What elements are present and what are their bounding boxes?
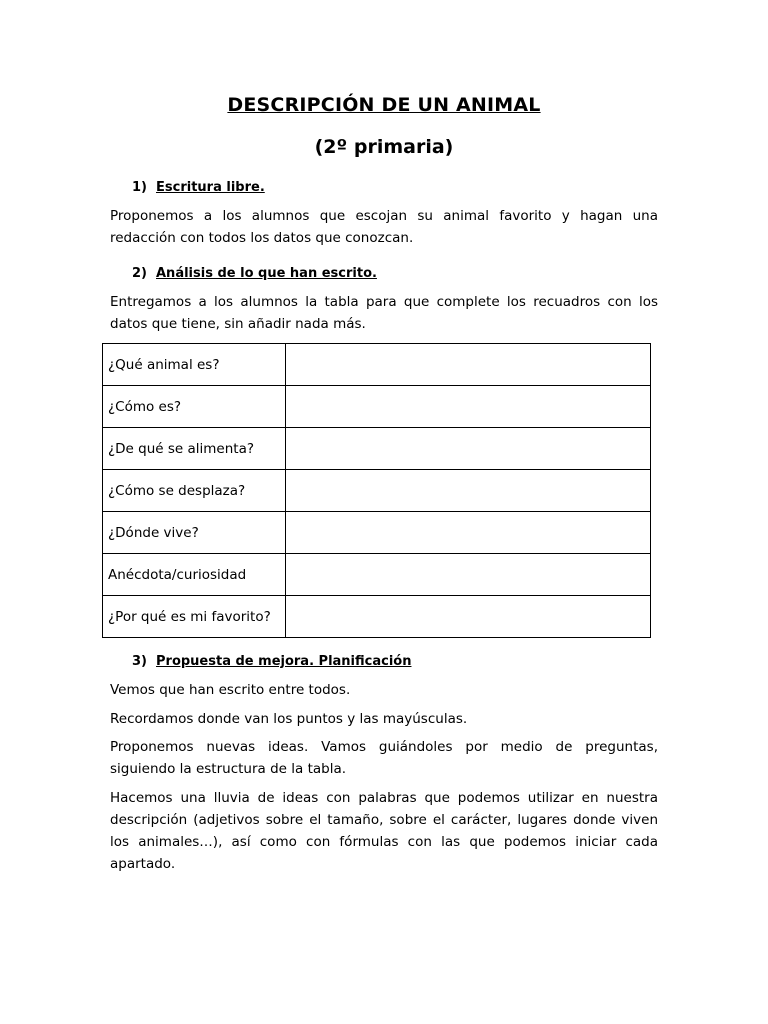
section-3-number: 3) bbox=[132, 654, 147, 669]
table-row bbox=[103, 596, 651, 638]
section-3-paragraph-1: Vemos que han escrito entre todos. bbox=[110, 682, 351, 698]
table-row bbox=[103, 344, 651, 386]
section-3-paragraph-4: Hacemos una lluvia de ideas con palabras que podemos utilizar en nuestra descripción (adjetivos sobre el tamaño, sobre el carácter, lugares donde viven los animales…), así como con fórmulas con las que podemos iniciar cada apartado. bbox=[110, 790, 658, 872]
table-answer-cell bbox=[286, 596, 651, 638]
section-1-paragraph: Proponemos a los alumnos que escojan su animal favorito y hagan una redacción con todos los datos que conozcan. bbox=[110, 208, 658, 246]
section-2-title: Análisis de lo que han escrito. bbox=[156, 266, 377, 281]
table-row bbox=[103, 428, 651, 470]
section-1-heading bbox=[132, 180, 265, 195]
table-answer-cell bbox=[286, 470, 651, 512]
table-answer-cell bbox=[286, 554, 651, 596]
section-2-number: 2) bbox=[132, 266, 147, 281]
table-answer-cell bbox=[286, 512, 651, 554]
section-1-number: 1) bbox=[132, 180, 147, 195]
section-2-heading bbox=[132, 266, 377, 281]
section-1-title: Escritura libre. bbox=[156, 180, 265, 195]
section-2-paragraph: Entregamos a los alumnos la tabla para que complete los recuadros con los datos que tiene, sin añadir nada más. bbox=[110, 294, 658, 332]
section-3-paragraph-3: Proponemos nuevas ideas. Vamos guiándoles por medio de preguntas, siguiendo la estructura de la tabla. bbox=[110, 739, 658, 777]
table-question-cell: ¿Qué animal es? bbox=[103, 344, 286, 386]
animal-data-table bbox=[102, 343, 651, 638]
document-subtitle: (2º primaria) bbox=[314, 136, 454, 158]
table-answer-cell bbox=[286, 386, 651, 428]
table-row bbox=[103, 386, 651, 428]
section-3-heading bbox=[132, 654, 411, 669]
document-title: DESCRIPCIÓN DE UN ANIMAL bbox=[227, 94, 541, 116]
table-row bbox=[103, 470, 651, 512]
table-question-cell: Anécdota/curiosidad bbox=[103, 554, 286, 596]
table-question-cell: ¿Dónde vive? bbox=[103, 512, 286, 554]
section-3-paragraph-2: Recordamos donde van los puntos y las mayúsculas. bbox=[110, 711, 468, 727]
table-row bbox=[103, 554, 651, 596]
table-question-cell: ¿Por qué es mi favorito? bbox=[103, 596, 286, 638]
section-3-title: Propuesta de mejora. Planificación bbox=[156, 654, 412, 669]
table-answer-cell bbox=[286, 428, 651, 470]
table-question-cell: ¿De qué se alimenta? bbox=[103, 428, 286, 470]
table-answer-cell bbox=[286, 344, 651, 386]
table-row bbox=[103, 512, 651, 554]
table-question-cell: ¿Cómo es? bbox=[103, 386, 286, 428]
table-question-cell: ¿Cómo se desplaza? bbox=[103, 470, 286, 512]
